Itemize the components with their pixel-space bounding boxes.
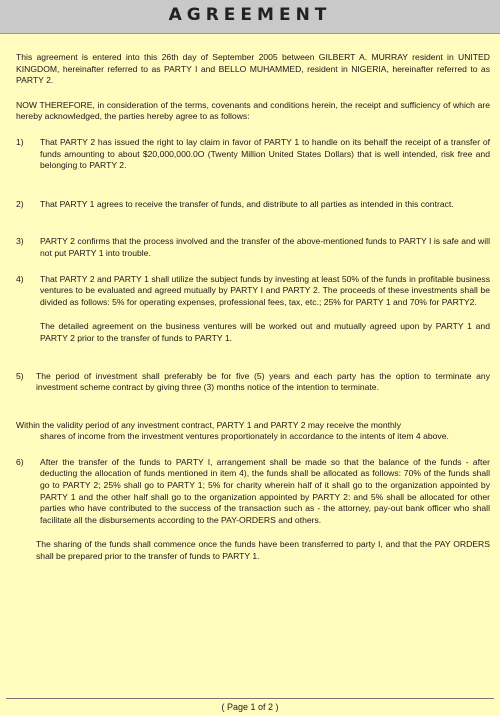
document-title: AGREEMENT xyxy=(168,5,332,25)
clause-text: After the transfer of the funds to PARTY I, arrangement shall be made so that the balance of the funds - after deducting the allocation of funds mentioned in item 4), the funds shall be allocated as follows: 70% of the funds shall go to PARTY 2; 25% shall go to PARTY 1; 5% for charity wherein half of it shall go to the organization appointed by PARTY 1 and the other half shall go to the organization appointed by PARTY 2: and 5% shall be allocated for other parties who have contributed to the success of the transaction such as - the attorney, pay-out bank officer who shall facilitate all the disbursements according to the PAY-ORDERS and others. xyxy=(40,456,490,525)
intro-paragraph: This agreement is entered into this 26th day of September 2005 between GILBERT A. MURRAY resident in UNITED KINGDOM, hereinafter referred to as PARTY I and BELLO MUHAMMED, resident in NIGERIA, hereinafter referred to as PARTY 2. xyxy=(16,52,490,86)
clause-text: PARTY 2 confirms that the process involved and the transfer of the above-mentioned funds to PARTY I is safe and will not put PARTY 1 into trouble. xyxy=(40,236,490,258)
title-bar xyxy=(0,0,500,34)
page-number: ( Page 1 of 2 ) xyxy=(221,702,279,712)
clause-1 xyxy=(16,137,490,172)
clause-5 xyxy=(16,371,490,394)
clause-4-detail xyxy=(16,321,490,344)
closing-paragraph: The sharing of the funds shall commence once the funds have been transferred to party I, and that the PAY ORDERS shall be prepared prior to the transfer of funds to PARTY 1. xyxy=(36,539,490,562)
clause-number: 2) xyxy=(16,198,24,209)
clause-4 xyxy=(16,274,490,309)
clause-number: 5) xyxy=(16,370,24,381)
clause-text: That PARTY 2 and PARTY 1 shall utilize the subject funds by investing at least 50% of the funds in profitable business ventures to be evaluated and agreed mutually by PARTY I and PARTY 2. The proceeds of these investments shall be divided as follows: 5% for operating expenses, professional fees, tax, etc.; 25% for PARTY 1 and 70% for PARTY2. xyxy=(40,273,490,307)
clause-text: That PARTY 1 agrees to receive the transfer of funds, and distribute to all parties as intended in this contract. xyxy=(40,198,454,209)
now-therefore-paragraph: NOW THEREFORE, in consideration of the terms, covenants and conditions herein, the receipt and sufficiency of which are hereby acknowledged, the parties hereby agree to as follows: xyxy=(16,99,490,122)
clause-text: That PARTY 2 has issued the right to lay claim in favor of PARTY 1 to handle on its behalf the receipt of a transfer of funds amounting to about $20,000,000.0O (Twenty Million United States Dollars) that is well intended, risk free and belonging to PARTY 2. xyxy=(40,136,490,171)
clause-text: The period of investment shall preferably be for five (5) years and each party has the option to terminate any investment scheme contract by giving three (3) months notice of the intention to terminate. xyxy=(36,370,490,393)
clause-3 xyxy=(16,236,490,259)
validity-paragraph-line-1: Within the validity period of any investment contract, PARTY 1 and PARTY 2 may receive the monthly xyxy=(16,419,401,430)
clause-number: 4) xyxy=(16,273,24,284)
clause-6 xyxy=(16,457,490,527)
clause-number: 6) xyxy=(16,456,24,467)
clause-number: 3) xyxy=(16,236,24,247)
validity-paragraph-rest: shares of income from the investment ventures proportionately in accordance to the intents of item 4 above. xyxy=(40,431,449,442)
footer-divider xyxy=(6,698,494,699)
clause-number: 1) xyxy=(16,136,24,147)
clause-2 xyxy=(16,199,490,211)
document-body xyxy=(16,52,490,563)
clause-text: The detailed agreement on the business ventures will be worked out and mutually agreed upon by PARTY 1 and PARTY 2 prior to the transfer of funds to PARTY 1. xyxy=(40,321,490,343)
